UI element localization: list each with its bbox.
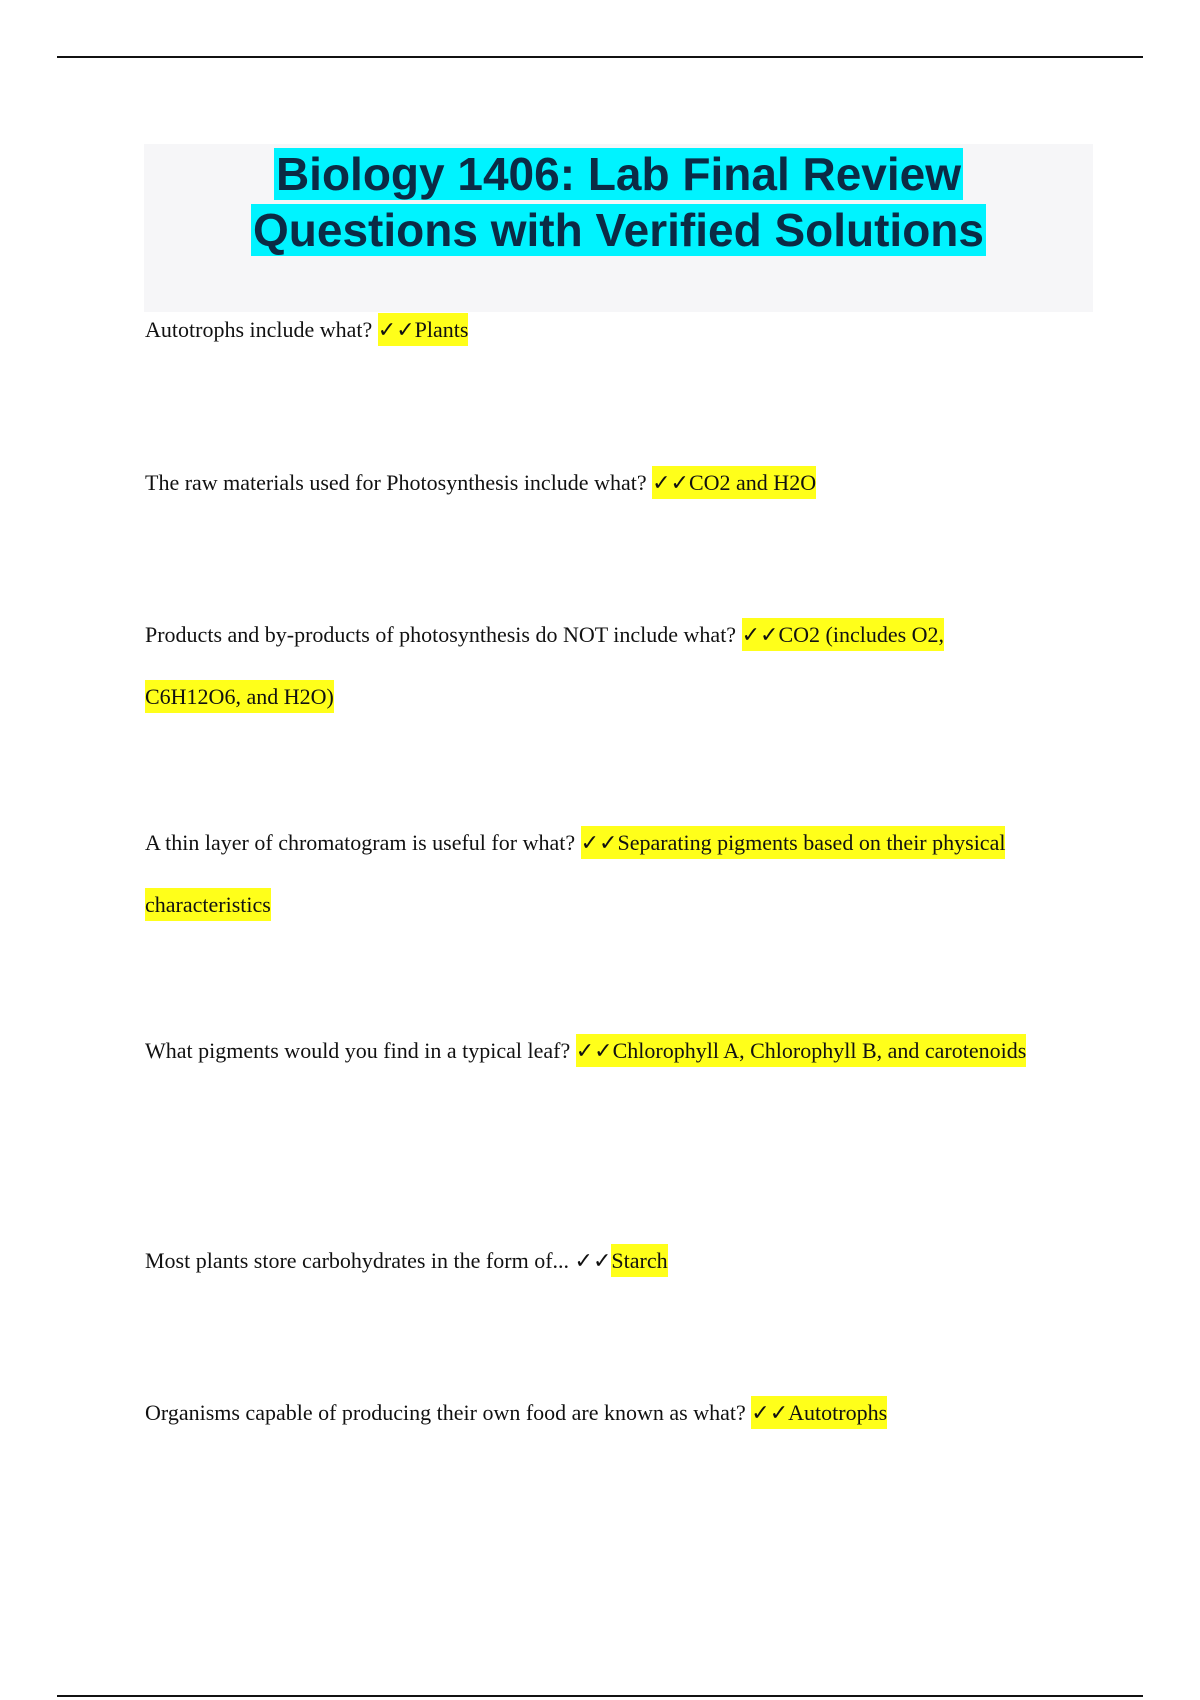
answer-highlight (378, 313, 469, 346)
check-icon: ✓✓ (575, 1039, 613, 1064)
qa-item-3 (145, 604, 1045, 727)
check-icon: ✓✓ (652, 471, 689, 496)
answer-highlight (611, 1244, 667, 1277)
document-title (144, 144, 1093, 258)
check-icon: ✓✓ (741, 623, 779, 648)
answer-text: Starch (611, 1248, 668, 1273)
answer-text: CO2 and H2O (688, 470, 817, 495)
answer-text: Autotrophs (788, 1400, 888, 1425)
qa-item-1 (145, 299, 1045, 361)
answer-text: Chlorophyll A, Chlorophyll B, and carotenoids (612, 1038, 1027, 1063)
answer-text: CO2 (includes O2, C6H12O6, and H2O) (145, 622, 945, 709)
question-text: What pigments would you find in a typical leaf? (145, 1038, 571, 1063)
question-text: Autotrophs include what? (145, 317, 373, 342)
title-line-2: Questions with Verified Solutions (253, 204, 984, 256)
check-icon: ✓✓ (580, 831, 618, 856)
answer-highlight (576, 1034, 1027, 1067)
qa-item-2 (145, 452, 1045, 514)
answer-text: Separating pigments based on their physical characteristics (145, 830, 1006, 917)
check-icon: ✓✓ (751, 1401, 789, 1426)
check-icon: ✓✓ (377, 318, 415, 343)
title-line-1: Biology 1406: Lab Final Review (275, 148, 962, 200)
check-icon: ✓✓ (574, 1249, 612, 1274)
answer-text: Plants (414, 317, 469, 342)
qa-item-6 (145, 1230, 1045, 1292)
answer-highlight (652, 466, 816, 499)
title-block (144, 144, 1093, 312)
qa-item-4 (145, 812, 1045, 935)
qa-item-7 (145, 1382, 1045, 1444)
bottom-rule (57, 1695, 1143, 1697)
question-text: Products and by-products of photosynthesis do NOT include what? (145, 622, 737, 647)
top-rule (57, 56, 1143, 58)
question-text: A thin layer of chromatogram is useful for what? (145, 830, 576, 855)
question-text: The raw materials used for Photosynthesis include what? (145, 470, 647, 495)
question-text: Most plants store carbohydrates in the form of... (145, 1248, 570, 1273)
question-text: Organisms capable of producing their own food are known as what? (145, 1400, 746, 1425)
answer-highlight (751, 1396, 887, 1429)
qa-item-5 (145, 1020, 1045, 1082)
